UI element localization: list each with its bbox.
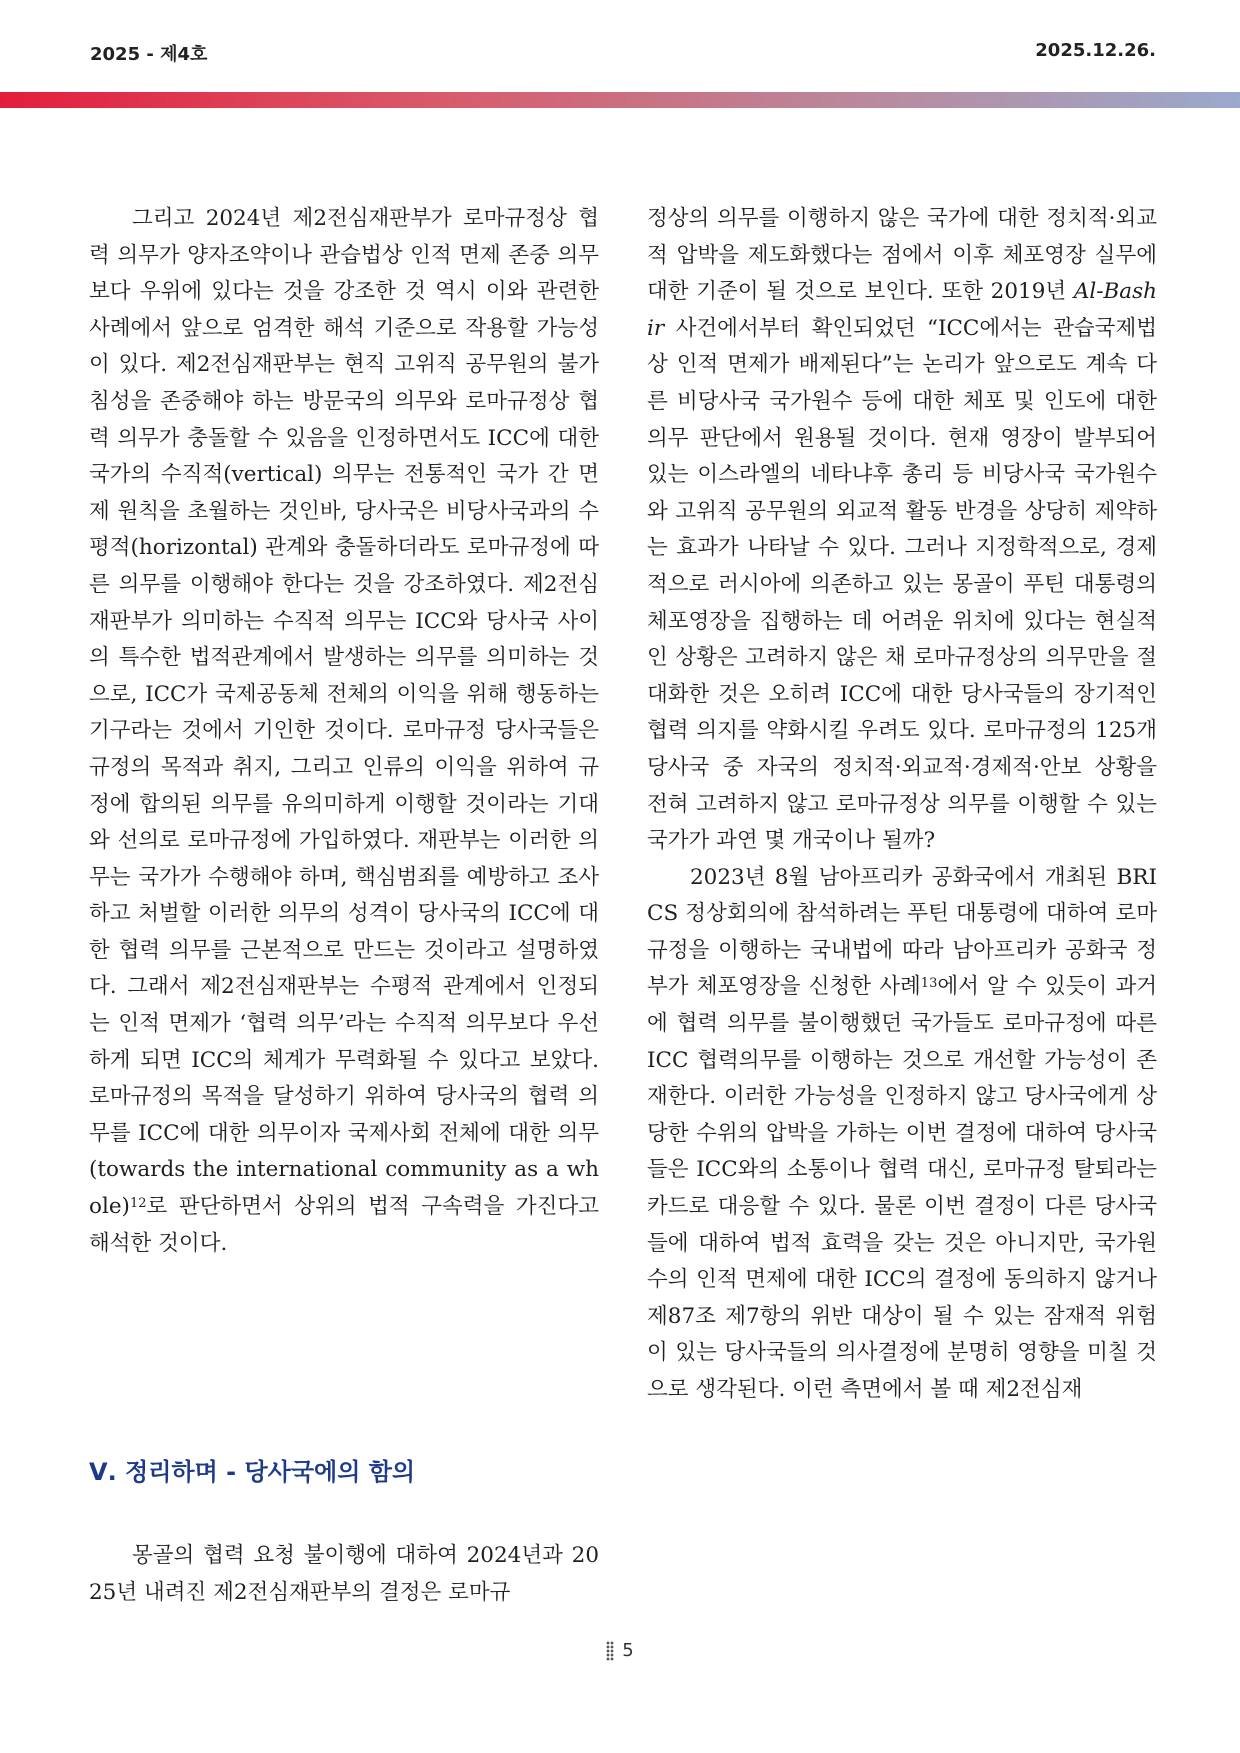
footnote-marker[interactable]: 13 <box>920 976 938 992</box>
paragraph-text: 로 판단하면서 상위의 법적 구속력을 가진다고 해석한 것이다. <box>89 1194 599 1256</box>
body-paragraph <box>89 201 599 1262</box>
paragraph-text: 그리고 2024년 제2전심재판부가 로마규정상 협력 의무가 양자조약이나 관습법상 인적 면제 존중 의무보다 우위에 있다는 것을 강조한 것 역시 이와 관련한 사례에서 앞으로 엄격한 해석 기준으로 작용할 가능성이 있다. 제2전심재판부는 현직 고위직 공무원의 불가침성을 존중해야 하는 방문국의 의무와 로마규정상 협력 의무가 충돌할 수 있음을 인정하면서도 ICC에 대한 국가의 수직적(vertical) 의무는 전통적인 국가 간 면제 원칙을 초월하는 것인바, 당사국은 비당사국과의 수평적(horizontal) 관계와 충돌하더라도 로마규정에 따른 의무를 이행해야 한다는 것을 강조하였다. 제2전심재판부가 의미하는 수직적 의무는 ICC와 당사국 사이의 특수한 법적관계에서 발생하는 의무를 의미하는 것으로, ICC가 국제공동체 전체의 이익을 위해 행동하는 기구라는 것에서 기인한 것이다. 로마규정 당사국들은 규정의 목적과 취지, 그리고 인류의 이익을 위하여 규정에 합의된 의무를 유의미하게 이행할 것이라는 기대와 선의로 로마규정에 가입하였다. 재판부는 이러한 의무는 국가가 수행해야 하며, 핵심범죄를 예방하고 조사하고 처벌할 이러한 의무의 성격이 당사국의 ICC에 대한 협력 의무를 근본적으로 만드는 것이라고 설명하였다. 그래서 제2전심재판부는 수평적 관계에서 인정되는 인적 면제가 ‘협력 의무’라는 수직적 의무보다 우선하게 되면 ICC의 체계가 무력화될 수 있다고 보았다. 로마규정의 목적을 달성하기 위하여 당사국의 협력 의무를 ICC에 대한 의무이자 국제사회 전체에 대한 의무(towards the international community as a whole) <box>89 206 599 1220</box>
right-column <box>647 201 1157 1409</box>
header-gradient-bar <box>0 92 1240 108</box>
paragraph-text: 사건에서부터 확인되었던 “ICC에서는 관습국제법상 인적 면제가 배제된다”는 논리가 앞으로도 계속 다른 비당사국 국가원수 등에 대한 체포 및 인도에 대한 의무 판단에서 원용될 것이다. 현재 영장이 발부되어 있는 이스라엘의 네타냐후 총리 등 비당사국 국가원수와 고위직 공무원의 외교적 활동 반경을 상당히 제약하는 효과가 나타날 수 있다. 그러나 지정학적으로, 경제적으로 러시아에 의존하고 있는 몽골이 푸틴 대통령의 체포영장을 집행하는 데 어려운 위치에 있다는 현실적인 상황은 고려하지 않은 채 로마규정상의 의무만을 절대화한 것은 오히려 ICC에 대한 당사국들의 장기적인 협력 의지를 약화시킬 우려도 있다. 로마규정의 125개 당사국 중 자국의 정치적·외교적·경제적·안보 상황을 전혀 고려하지 않고 로마규정상 의무를 이행할 수 있는 국가가 과연 몇 개국이나 될까? <box>647 315 1157 854</box>
paragraph-text: 에서 알 수 있듯이 과거에 협력 의무를 불이행했던 국가들도 로마규정에 따른 ICC 협력의무를 이행하는 것으로 개선할 가능성이 존재한다. 이러한 가능성을 인정하지 않고 당사국에게 상당한 수위의 압박을 가하는 이번 결정에 대하여 당사국들은 ICC와의 소통이나 협력 대신, 로마규정 탈퇴라는 카드로 대응할 수 있다. 물론 이번 결정이 다른 당사국들에 대하여 법적 효력을 갖는 것은 아니지만, 국가원수의 인적 면제에 대한 ICC의 결정에 동의하지 않거나 제87조 제7항의 위반 대상이 될 수 있는 잠재적 위험이 있는 당사국들의 의사결정에 분명히 영향을 미칠 것으로 생각된다. 이런 측면에서 볼 때 제2전심재 <box>647 974 1158 1402</box>
page-header <box>0 0 1240 92</box>
body-paragraph: 몽골의 협력 요청 불이행에 대하여 2024년과 2025년 내려진 제2전심재판부의 결정은 로마규 <box>89 1543 599 1605</box>
paragraph-text: 2023년 8월 남아프리카 공화국에서 개최된 BRICS 정상회의에 참석하려는 푸틴 대통령에 대하여 로마규정을 이행하는 국내법에 따라 남아프리카 공화국 정부가 체포영장을 신청한 사례 <box>647 864 1157 1000</box>
page-number: 5 <box>622 1640 634 1661</box>
case-name: Al-Bashir <box>647 279 1157 341</box>
body-paragraph <box>647 860 1157 1409</box>
section-heading: Ⅴ. 정리하며 - 당사국에의 함의 <box>89 1458 416 1486</box>
paragraph-text: 정상의 의무를 이행하지 않은 국가에 대한 정치적·외교적 압박을 제도화했다는 점에서 이후 체포영장 실무에 대한 기준이 될 것으로 보인다. 또한 2019년 <box>647 206 1157 305</box>
left-column-continued <box>89 1538 599 1611</box>
left-column <box>89 201 599 1262</box>
footnote-marker[interactable]: 12 <box>129 1196 147 1212</box>
publication-date: 2025.12.26. <box>1035 40 1156 61</box>
issue-number: 2025 - 제4호 <box>90 44 208 65</box>
body-paragraph <box>647 201 1157 860</box>
page-footer <box>0 1640 1240 1661</box>
dots-icon <box>606 1641 614 1661</box>
